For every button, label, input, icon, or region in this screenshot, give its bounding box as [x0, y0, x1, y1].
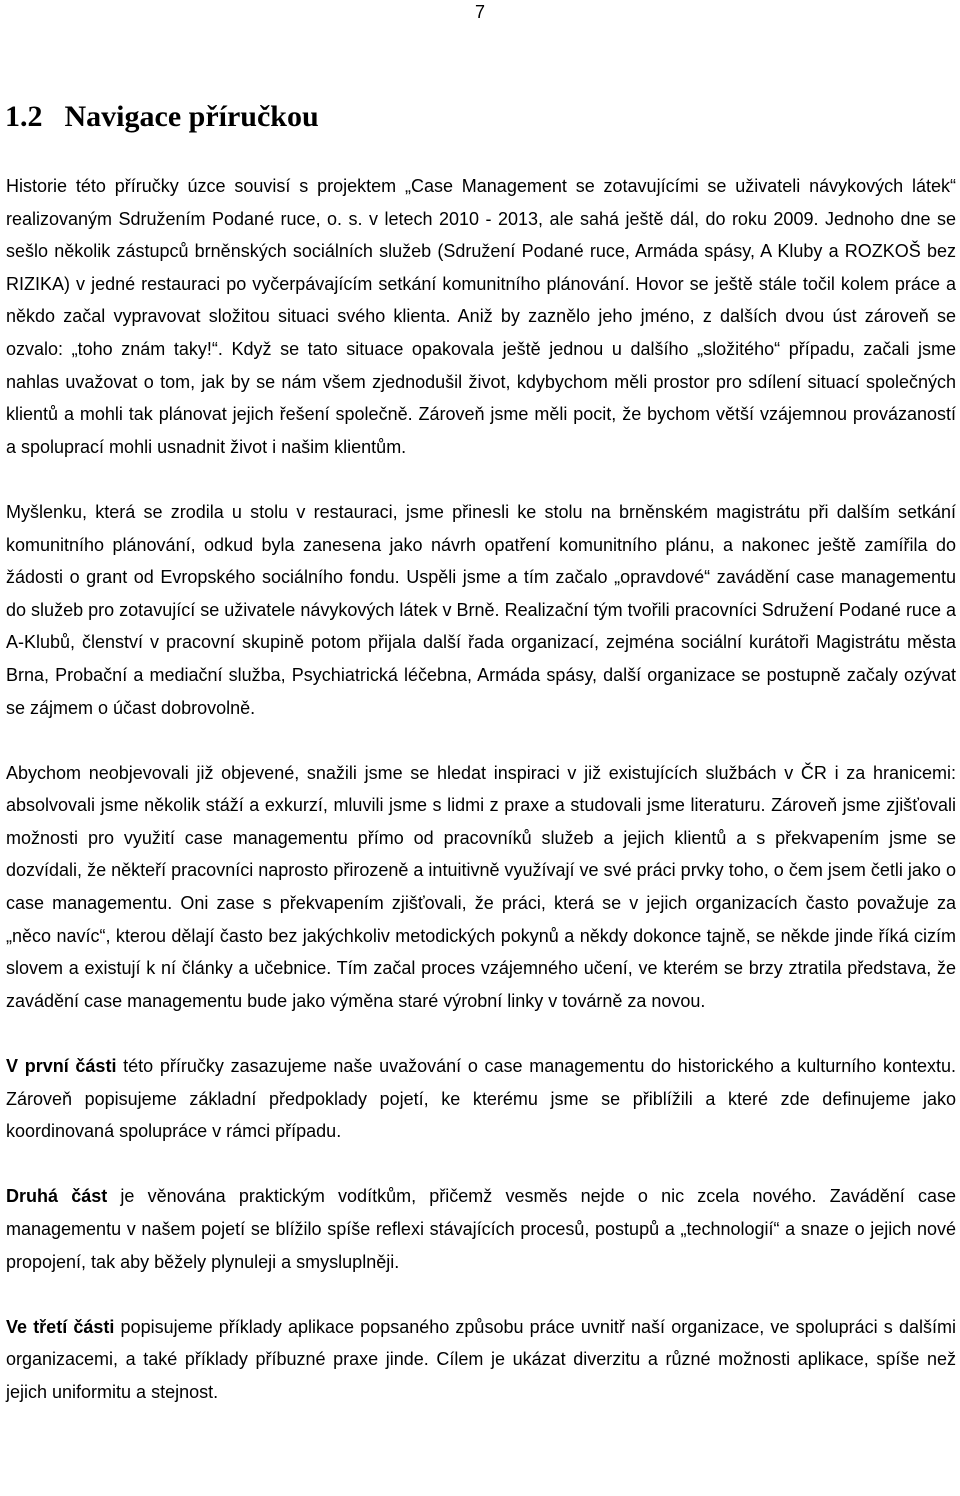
paragraph-lead: V první části — [6, 1056, 117, 1077]
paragraph-idea — [6, 496, 956, 724]
paragraph-text: Historie této příručky úzce souvisí s projektem „Case Management se zotavujícími se uživateli návykových látek“ realizovaným Sdružením Podané ruce, o. s. v letech 2010 - 2013, ale sahá ještě dál, do roku 2009. Jednoho dne se sešlo několik zástupců brněnských sociálních služeb (Sdružení Podané ruce, Armáda spásy, A Kluby a ROZKOŠ bez RIZIKA) v jedné restauraci po vyčerpávajícím setkání komunitního plánování. Hovor se ještě stále točil kolem práce a někdo začal vypravovat složitou situaci svého klienta. Aniž by zaznělo jeho jméno, z dalších dvou úst zároveň se ozvalo: „toho znám taky!“. Když se tato situace opakovala ještě jednou u dalšího „složitého“ případu, začali jsme nahlas uvažovat o tom, jak by se nám všem zjednodušil život, kdybychom měli prostor pro sdílení situací společných klientů a mohli tak plánovat jejich řešení společně. Zároveň jsme měli pocit, že bychom větší vzájemnou provázaností a spoluprací mohli usnadnit život i našim klientům. — [6, 176, 956, 457]
section-title: Navigace příručkou — [64, 100, 319, 133]
body-text — [6, 170, 956, 1409]
paragraph-inspiration — [6, 757, 956, 1018]
paragraph-part-three — [6, 1311, 956, 1409]
paragraph-text: této příručky zasazujeme naše uvažování o case managementu do historického a kulturního kontextu. Zároveň popisujeme základní předpoklady pojetí, ke kterému jsme se přiblížili a které zde definujeme jako koordinovaná spolupráce v rámci případu. — [6, 1056, 957, 1142]
page-number: 7 — [474, 2, 485, 22]
paragraph-lead: Ve třetí části — [6, 1316, 115, 1337]
section-heading — [5, 99, 319, 135]
paragraph-text: Myšlenku, která se zrodila u stolu v restauraci, jsme přinesli ke stolu na brněnském magistrátu při dalším setkání komunitního plánování, odkud byla zanesena jako návrh opatření komunitního plánu, a nakonec ještě zamířila do žádosti o grant od Evropského sociálního fondu. Uspěli jsme a tím začalo „opravdové“ zavádění case managementu do služeb pro zotavující se uživatele návykových látek v Brně. Realizační tým tvořili pracovníci Sdružení Podané ruce a A-Klubů, členství v pracovní skupině potom přijala další řada organizací, zejména sociální kurátoři Magistrátu města Brna, Probační a mediační služba, Psychiatrická léčebna, Armáda spásy, další organizace se postupně začaly ozývat se zájmem o účast dobrovolně. — [6, 501, 956, 718]
paragraph-part-one — [6, 1050, 956, 1148]
paragraph-history — [6, 170, 956, 463]
paragraph-lead: Druhá část — [6, 1186, 108, 1207]
paragraph-part-two — [6, 1180, 956, 1278]
paragraph-text: popisujeme příklady aplikace popsaného způsobu práce uvnitř naší organizace, ve spolupráci s dalšími organizacemi, a také příklady příbuzné praxe jinde. Cílem je ukázat diverzitu a různé možnosti aplikace, spíše než jejich uniformitu a stejnost. — [6, 1316, 956, 1402]
paragraph-text: Abychom neobjevovali již objevené, snažili jsme se hledat inspiraci v již existujících službách v ČR i za hranicemi: absolvovali jsme několik stáží a exkurzí, mluvili jsme s lidmi z praxe a studovali jsme literaturu. Zároveň jsme zjišťovali možnosti pro využití case managementu přímo od pracovníků služeb a jejich klientů a s překvapením jsme se dozvídali, že někteří pracovníci naprosto přirozeně a intuitivně využívají ve své práci prvky toho, o čem jsem četli jako o case managementu. Oni zase s překvapením zjišťovali, že práci, která se v jejich organizacích často považuje za „něco navíc“, kterou dělají často bez jakýchkoliv metodických pokynů a někdy dokonce tajně, se někde jinde říká cizím slovem a existují k ní články a učebnice. Tím začal proces vzájemného učení, ve kterém se brzy ztratila představa, že zavádění case managementu bude jako výměna staré výrobní linky v továrně za novou. — [6, 762, 956, 1011]
paragraph-text: je věnována praktickým vodítkům, přičemž vesměs nejde o nic zcela nového. Zavádění case managementu v našem pojetí se blížilo spíše reflexi stávajících procesů, postupů a „technologií“ a snaze o jejich nové propojení, tak aby běžely plynuleji a smysluplněji. — [6, 1186, 956, 1272]
section-number: 1.2 — [5, 100, 43, 133]
